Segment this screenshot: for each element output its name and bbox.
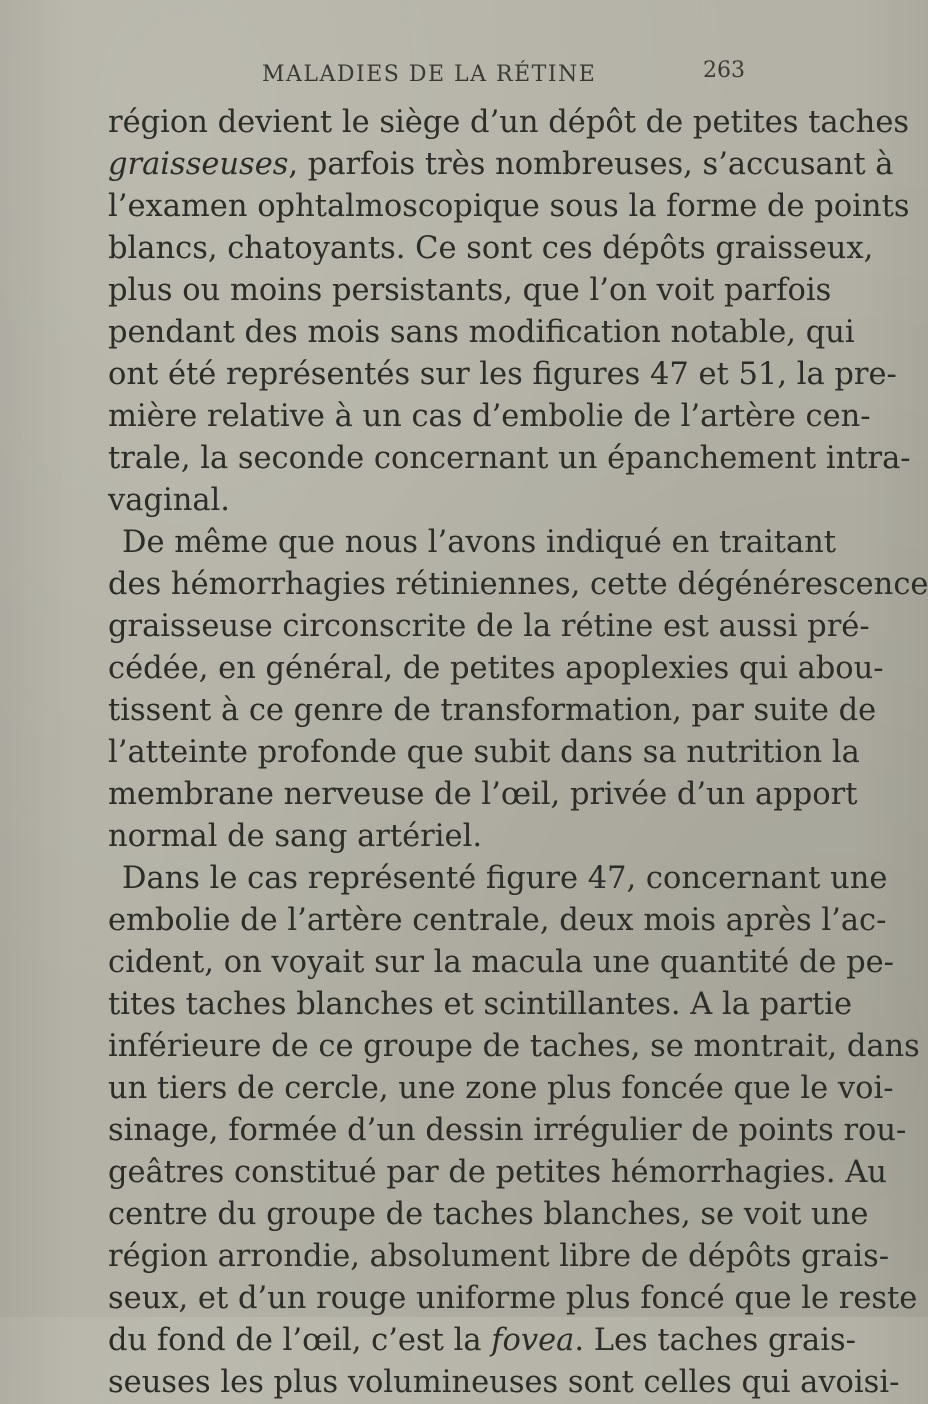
text-line: région devient le siège d’un dépôt de petites taches <box>108 105 910 140</box>
text-line: graisseuse circonscrite de la rétine est aussi pré- <box>108 609 870 644</box>
text-line-rest: . Les taches grais- <box>574 1323 856 1358</box>
text-line: sinage, formée d’un dessin irrégulier de points rou- <box>108 1113 907 1148</box>
text-line: ont été représentés sur les figures 47 et 51, la pre- <box>108 357 897 392</box>
text-line: tissent à ce genre de transformation, par suite de <box>108 693 877 728</box>
text-line: normal de sang artériel. <box>108 819 483 854</box>
text-line: seuses les plus volumineuses sont celles qui avoisi- <box>108 1365 900 1400</box>
text-line: Dans le cas représenté figure 47, concernant une <box>122 861 888 896</box>
text-line: centre du groupe de taches blanches, se voit une <box>108 1197 869 1232</box>
text-line: trale, la seconde concernant un épanchement intra- <box>108 441 911 476</box>
emphasis: fovea <box>491 1323 575 1358</box>
text-line: l’atteinte profonde que subit dans sa nutrition la <box>108 735 860 770</box>
text-line-rest: , parfois très nombreuses, s’accusant à <box>288 147 894 182</box>
text-line: blancs, chatoyants. Ce sont ces dépôts graisseux, <box>108 231 874 266</box>
text-line: inférieure de ce groupe de taches, se montrait, dans <box>108 1029 920 1064</box>
page-number: 263 <box>703 58 745 83</box>
body-text <box>108 102 928 1404</box>
running-title: MALADIES DE LA RÉTINE <box>262 62 597 87</box>
text-line <box>108 1320 856 1362</box>
text-line: un tiers de cercle, une zone plus foncée que le voi- <box>108 1071 894 1106</box>
text-line: De même que nous l’avons indiqué en traitant <box>122 525 837 560</box>
text-line: région arrondie, absolument libre de dépôts grais- <box>108 1239 890 1274</box>
text-line: geâtres constitué par de petites hémorrhagies. Au <box>108 1155 887 1190</box>
text-line: l’examen ophtalmoscopique sous la forme de points <box>108 189 910 224</box>
text-line: cédée, en général, de petites apoplexies qui abou- <box>108 651 884 686</box>
text-line: cident, on voyait sur la macula une quantité de pe- <box>108 945 894 980</box>
text-line: pendant des mois sans modification notable, qui <box>108 315 855 350</box>
text-line: membrane nerveuse de l’œil, privée d’un apport <box>108 777 858 812</box>
text-line: des hémorrhagies rétiniennes, cette dégénérescence <box>108 567 928 602</box>
text-line: plus ou moins persistants, que l’on voit parfois <box>108 273 832 308</box>
text-line: seux, et d’un rouge uniforme plus foncé que le reste <box>108 1281 918 1316</box>
text-line-start: du fond de l’œil, c’est la <box>108 1323 492 1358</box>
text-line: tites taches blanches et scintillantes. A la partie <box>108 987 852 1022</box>
text-line: embolie de l’artère centrale, deux mois après l’ac- <box>108 903 887 938</box>
text-line: mière relative à un cas d’embolie de l’artère cen- <box>108 399 871 434</box>
text-line: vaginal. <box>108 483 230 518</box>
text-line <box>108 144 894 186</box>
emphasis: graisseuses <box>108 147 289 182</box>
